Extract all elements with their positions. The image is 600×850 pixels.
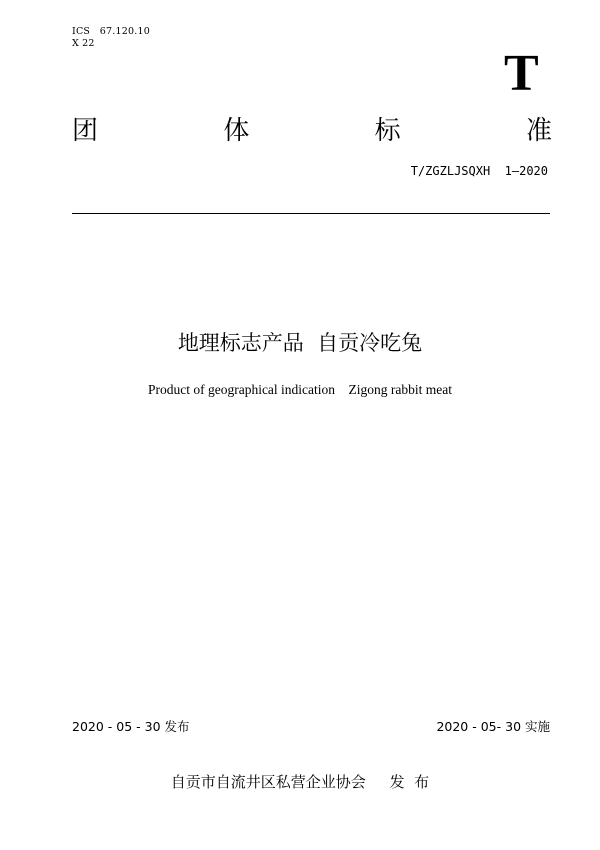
heading-char: 准	[525, 116, 552, 146]
standard-mark: T	[504, 45, 539, 102]
issuing-organization: 自贡市自流井区私营企业协会 发 布	[170, 773, 430, 791]
title-english: Product of geographical indication Zigong rabbit meat	[147, 382, 453, 397]
document-number: T/ZGZLJSQXH 1—2020	[410, 164, 548, 178]
issue-date: 2020 - 05 - 30 发布	[72, 719, 190, 734]
heading-char: 团	[72, 116, 99, 146]
ccs-code: X 22	[72, 38, 95, 49]
title-chinese: 地理标志产品 自贡冷吃兔	[177, 331, 423, 355]
heading-char: 标	[374, 116, 401, 146]
heading-char: 体	[223, 116, 250, 146]
ics-code: ICS 67.120.10	[72, 26, 150, 37]
implementation-date: 2020 - 05- 30 实施	[436, 719, 550, 734]
standard-heading	[72, 114, 552, 148]
classification-codes	[72, 26, 150, 50]
header-divider	[72, 213, 550, 214]
